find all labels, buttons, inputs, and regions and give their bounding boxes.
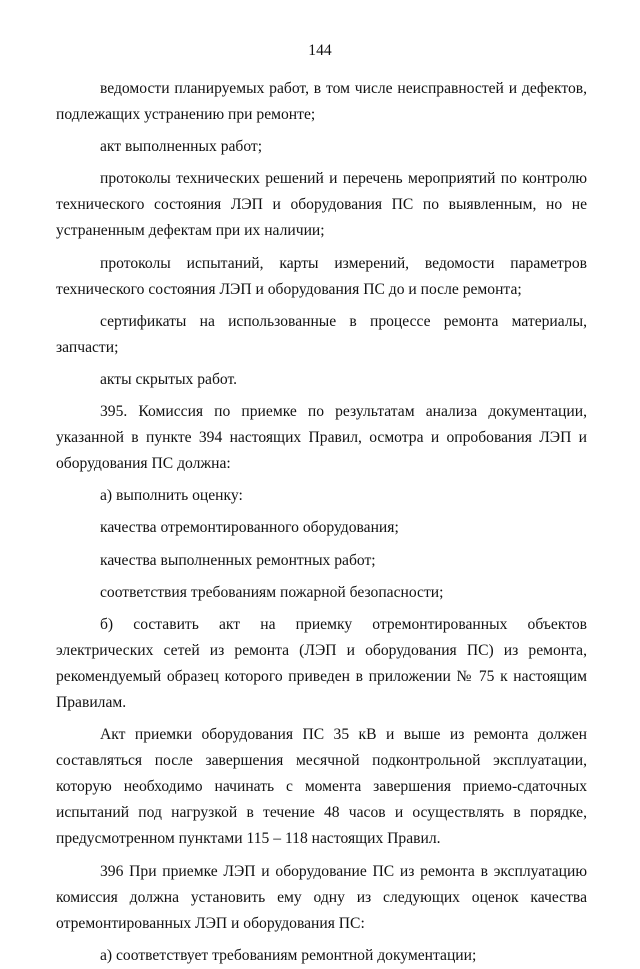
paragraph: сертификаты на использованные в процессе ремонта материалы, запчасти; bbox=[56, 312, 587, 356]
paragraph: акт выполненных работ; bbox=[100, 138, 263, 156]
paragraph: а) выполнить оценку: bbox=[100, 487, 243, 505]
paragraph: протоколы технических решений и перечень мероприятий по контролю технического состояния ЛЭП и оборудования ПС по выявленным, но не устраненным дефектам при их наличии; bbox=[56, 170, 587, 240]
paragraph: ведомости планируемых работ, в том числе неисправностей и дефектов, подлежащих устранению при ремонте; bbox=[56, 80, 587, 124]
paragraph: протоколы испытаний, карты измерений, ведомости параметров технического состояния ЛЭП и оборудования ПС до и после ремонта; bbox=[56, 254, 587, 298]
paragraph: качества выполненных ремонтных работ; bbox=[100, 551, 376, 569]
paragraph: акты скрытых работ. bbox=[100, 370, 238, 388]
page-number: 144 bbox=[308, 42, 332, 59]
paragraph: 395. Комиссия по приемке по результатам анализа документации, указанной в пункте 394 настоящих Правил, осмотра и опробования ЛЭП и оборудования ПС должна: bbox=[56, 403, 587, 473]
paragraph: соответствия требованиям пожарной безопасности; bbox=[100, 583, 444, 601]
paragraph: 396 При приемке ЛЭП и оборудование ПС из ремонта в эксплуатацию комиссия должна установить ему одну из следующих оценок качества отремонтированных ЛЭП и оборудования ПС: bbox=[56, 862, 587, 932]
document-body bbox=[56, 76, 587, 969]
paragraph: а) соответствует требованиям ремонтной документации; bbox=[100, 946, 477, 964]
paragraph: качества отремонтированного оборудования; bbox=[100, 519, 399, 537]
paragraph: б) составить акт на приемку отремонтированных объектов электрических сетей из ремонта (ЛЭП и оборудования ПС) из ремонта, рекомендуемый образец которого приведен в приложении № 75 к настоящим Правилам. bbox=[56, 615, 587, 711]
paragraph: Акт приемки оборудования ПС 35 кВ и выше из ремонта должен составляться после завершения месячной подконтрольной эксплуатации, которую необходимо начинать с момента завершения приемо-сдаточных испытаний под нагрузкой в течение 48 часов и осуществлять в порядке, предусмотренном пунктами 115 – 118 настоящих Правил. bbox=[56, 726, 587, 848]
